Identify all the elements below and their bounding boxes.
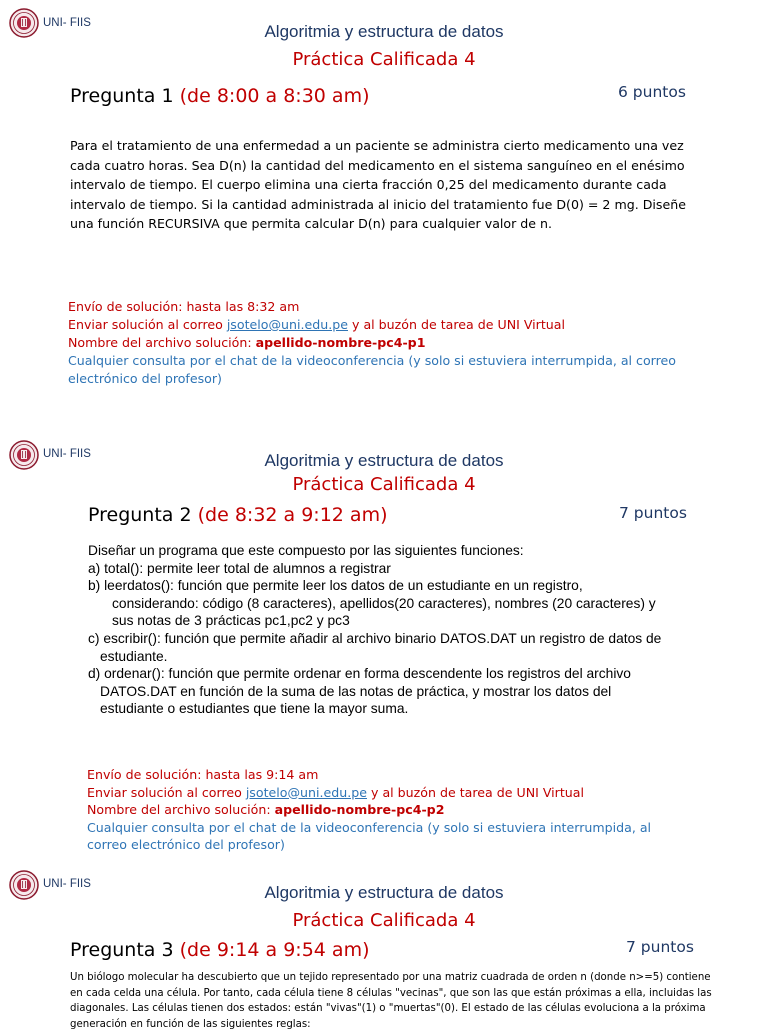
points-label: 7 puntos [619,504,687,522]
statement-line: estudiante. [100,648,168,664]
email-link[interactable]: jsotelo@uni.edu.pe [245,784,367,800]
slide-pregunta-3 [0,860,768,1030]
question-schedule: (de 8:32 a 9:12 am) [197,504,388,526]
question-label: Pregunta 3 [70,939,180,961]
uni-label: UNI- FIIS [43,448,91,460]
send-prefix: Enviar solución al correo [87,784,246,800]
slide-pregunta-2 [0,430,768,860]
send-suffix: y al buzón de tarea de UNI Virtual [367,784,584,800]
consult-line: Cualquier consulta por el chat de la videoconferencia (y solo si estuviera interrumpida, al [87,819,652,835]
statement-line: intervalo de tiempo. El cuerpo elimina una cierta fracción 0,25 del medicamento durante cada [70,177,667,193]
question-label: Pregunta 1 [70,85,180,107]
question-schedule: (de 8:00 a 8:30 am) [179,85,370,107]
question-title [88,504,388,526]
practice-title: Práctica Calificada 4 [292,474,476,495]
question-schedule: (de 9:14 a 9:54 am) [179,939,370,961]
submission-info [68,298,676,388]
practice-title: Práctica Calificada 4 [292,910,476,931]
statement-line: c) escribir(): función que permite añadir al archivo binario DATOS.DAT un registro de datos de [88,630,662,646]
filename-label: Nombre del archivo solución: [68,335,256,350]
uni-label: UNI- FIIS [43,17,91,29]
deadline-text: Envío de solución: hasta las 9:14 am [87,767,319,782]
problem-statement [70,136,686,234]
send-suffix: y al buzón de tarea de UNI Virtual [348,317,565,332]
statement-line: d) ordenar(): función que permite ordenar en forma descendente los registros del archivo [88,666,631,682]
statement-line: una función RECURSIVA que permita calcular D(n) para cualquier valor de n. [70,216,553,232]
uni-label: UNI- FIIS [43,878,91,890]
statement-line: DATOS.DAT en función de la suma de las notas de práctica, y mostrar los datos del [100,683,612,699]
statement-line: estudiante o estudiantes que tiene la mayor suma. [100,701,409,717]
consult-line: correo electrónico del profesor) [87,837,285,852]
question-title [70,939,370,961]
filename-value: apellido-nombre-pc4-p1 [255,335,426,350]
points-label: 7 puntos [626,938,694,956]
practice-title: Práctica Calificada 4 [292,49,476,70]
points-label: 6 puntos [618,83,686,101]
statement-line: intervalo de tiempo. Si la cantidad administrada al inicio del tratamiento fue D(0) = 2 mg. Diseñe [70,196,686,212]
course-title: Algoritmia y estructura de datos [264,22,504,41]
statement-line: diagonales. Las células tienen dos estados: están "vivas"(1) o "muertas"(0). El estado de las células evoluciona a la próxima [70,1003,706,1015]
statement-line: cada cuatro horas. Sea D(n) la cantidad del medicamento en el sistema sanguíneo en el enésimo [70,157,685,173]
statement-line: generación en función de las siguientes reglas: [70,1018,311,1030]
consult-line: electrónico del profesor) [68,371,222,386]
course-title: Algoritmia y estructura de datos [264,883,504,902]
send-instructions [87,784,651,802]
filename-value: apellido-nombre-pc4-p2 [274,802,445,817]
send-instructions [68,316,676,334]
statement-line: a) total(): permite leer total de alumnos a registrar [88,560,391,576]
filename-line [68,334,676,352]
problem-statement [88,542,768,718]
submission-info [87,766,651,854]
question-title [70,85,370,107]
filename-line [87,801,651,819]
email-link[interactable]: jsotelo@uni.edu.pe [226,317,348,332]
course-title: Algoritmia y estructura de datos [264,451,504,470]
statement-line: Para el tratamiento de una enfermedad a un paciente se administra cierto medicamento una vez [70,138,684,153]
consult-line: Cualquier consulta por el chat de la videoconferencia (y solo si estuviera interrumpida, al correo [68,353,676,368]
statement-line: considerando: código (8 caracteres), apellidos(20 caracteres), nombres (20 caracteres) y [112,595,656,611]
deadline-text: Envío de solución: hasta las 8:32 am [68,299,300,314]
statement-line: Un biólogo molecular ha descubierto que un tejido representado por una matriz cuadrada de orden n (donde n>=5) contiene [70,972,711,983]
statement-line: sus notas de 3 prácticas pc1,pc2 y pc3 [112,613,350,629]
send-prefix: Enviar solución al correo [68,317,227,332]
statement-line: Diseñar un programa que este compuesto por las siguientes funciones: [88,543,524,558]
filename-label: Nombre del archivo solución: [87,802,275,817]
slide-pregunta-1 [0,0,768,430]
question-label: Pregunta 2 [88,504,198,526]
problem-statement [70,970,768,1032]
statement-line: b) leerdatos(): función que permite leer los datos de un estudiante en un registro, [88,578,583,594]
statement-line: en cada celda una célula. Por tanto, cada célula tiene 8 células "vecinas", que son las que están próximas a ella, incluidas las [70,987,712,999]
